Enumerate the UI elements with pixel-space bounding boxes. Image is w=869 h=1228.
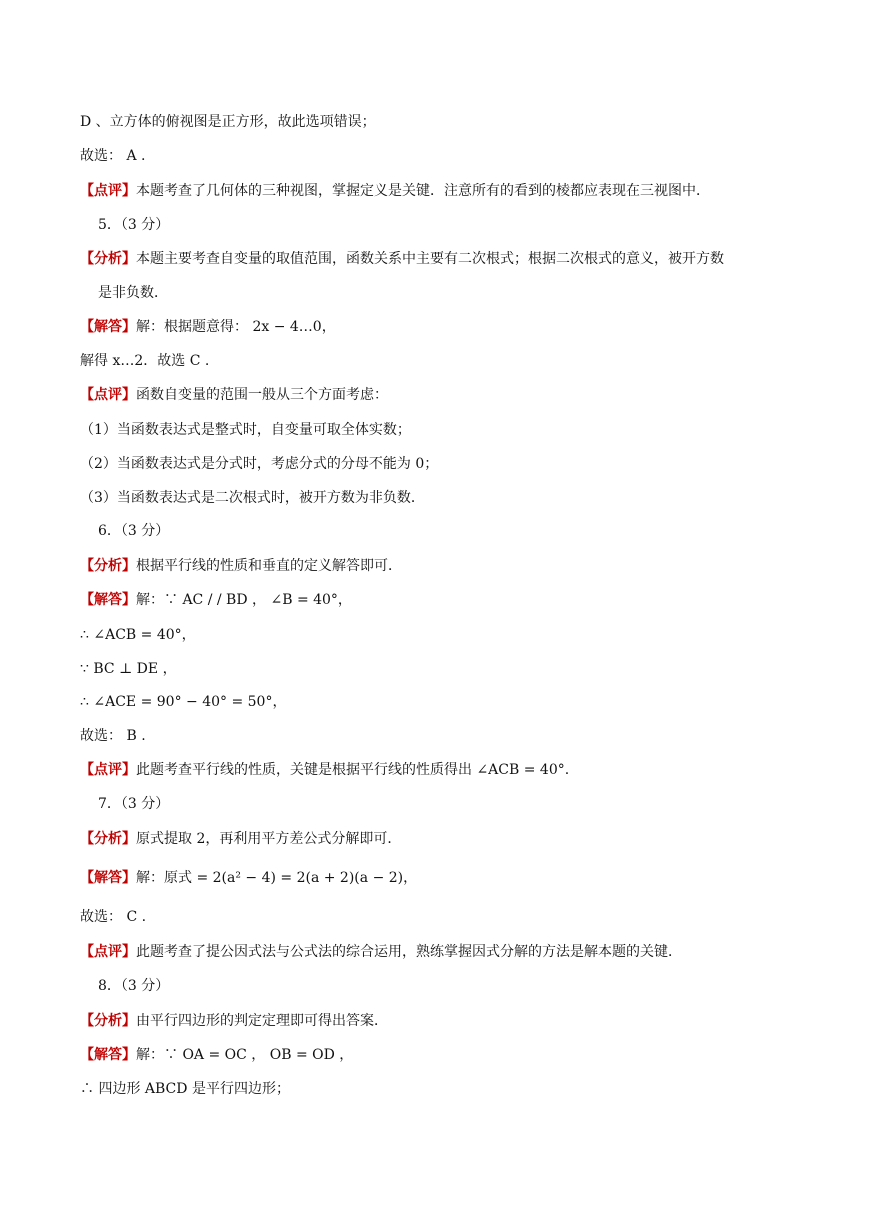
analysis-line-5-cont: 是非负数． (98, 285, 168, 301)
list-item-2: （2）当函数表达式是分式时，考虑分式的分母不能为 0； (80, 456, 439, 472)
solution-tag: 【解答】 (80, 1047, 136, 1063)
comment-tag: 【点评】 (80, 387, 136, 403)
text-line-answer-b: 故选： B . (80, 728, 146, 744)
question-number-6: 6．（3 分） (98, 523, 170, 539)
list-item-1: （1）当函数表达式是整式时，自变量可取全体实数； (80, 422, 411, 438)
analysis-line-7: 【分析】原式提取 2，再利用平方差公式分解即可． (80, 831, 402, 847)
analysis-tag: 【分析】 (80, 1013, 136, 1029)
analysis-tag: 【分析】 (80, 251, 136, 267)
solution-tag: 【解答】 (80, 870, 136, 886)
analysis-line-6: 【分析】根据平行线的性质和垂直的定义解答即可． (80, 558, 402, 574)
text-line-answer-a: 故选： A . (80, 148, 146, 164)
solution-line-5-result: 解得 x…2．故选 C . (80, 353, 210, 369)
comment-line-7: 【点评】此题考查了提公因式法与公式法的综合运用，熟练掌握因式分解的方法是解本题的关键． (80, 944, 682, 960)
analysis-line-8: 【分析】由平行四边形的判定定理即可得出答案． (80, 1013, 388, 1029)
question-number-7: 7．（3 分） (98, 796, 170, 812)
analysis-tag: 【分析】 (80, 831, 136, 847)
solution-line-7: 【解答】解：原式 = 2(a² − 4) = 2(a + 2)(a − 2)， (80, 870, 418, 886)
solution-line-6-step1: ∴ ∠ACB = 40°， (80, 627, 196, 643)
comment-tag: 【点评】 (80, 183, 136, 199)
comment-line-4: 【点评】本题考查了几何体的三种视图，掌握定义是关键．注意所有的看到的棱都应表现在三视图中． (80, 183, 710, 199)
solution-line-6-step2: ∵ BC ⊥ DE ， (80, 661, 177, 677)
text-line-d-option: D 、立方体的俯视图是正方形，故此选项错误； (80, 114, 376, 130)
question-number-5: 5．（3 分） (98, 217, 170, 233)
analysis-tag: 【分析】 (80, 558, 136, 574)
analysis-line-5: 【分析】本题主要考查自变量的取值范围，函数关系中主要有二次根式；根据二次根式的意义，被开方数 (80, 251, 724, 267)
comment-line-5: 【点评】函数自变量的范围一般从三个方面考虑： (80, 387, 388, 403)
comment-tag: 【点评】 (80, 762, 136, 778)
solution-line-6: 【解答】解：∵ AC / / BD ， ∠B = 40°， (80, 592, 352, 608)
solution-line-8: 【解答】解：∵ OA = OC ， OB = OD ， (80, 1047, 354, 1063)
solution-line-5: 【解答】解：根据题意得： 2x − 4…0， (80, 319, 336, 335)
text-line-answer-c: 故选： C . (80, 909, 147, 925)
question-number-8: 8．（3 分） (98, 978, 170, 994)
solution-tag: 【解答】 (80, 592, 136, 608)
solution-tag: 【解答】 (80, 319, 136, 335)
solution-line-8-step1: ∴ 四边形 ABCD 是平行四边形； (80, 1081, 290, 1097)
list-item-3: （3）当函数表达式是二次根式时，被开方数为非负数． (80, 490, 425, 506)
comment-line-6: 【点评】此题考查平行线的性质，关键是根据平行线的性质得出 ∠ACB = 40°. (80, 762, 570, 778)
solution-line-6-step3: ∴ ∠ACE = 90° − 40° = 50°， (80, 694, 287, 710)
comment-tag: 【点评】 (80, 944, 136, 960)
